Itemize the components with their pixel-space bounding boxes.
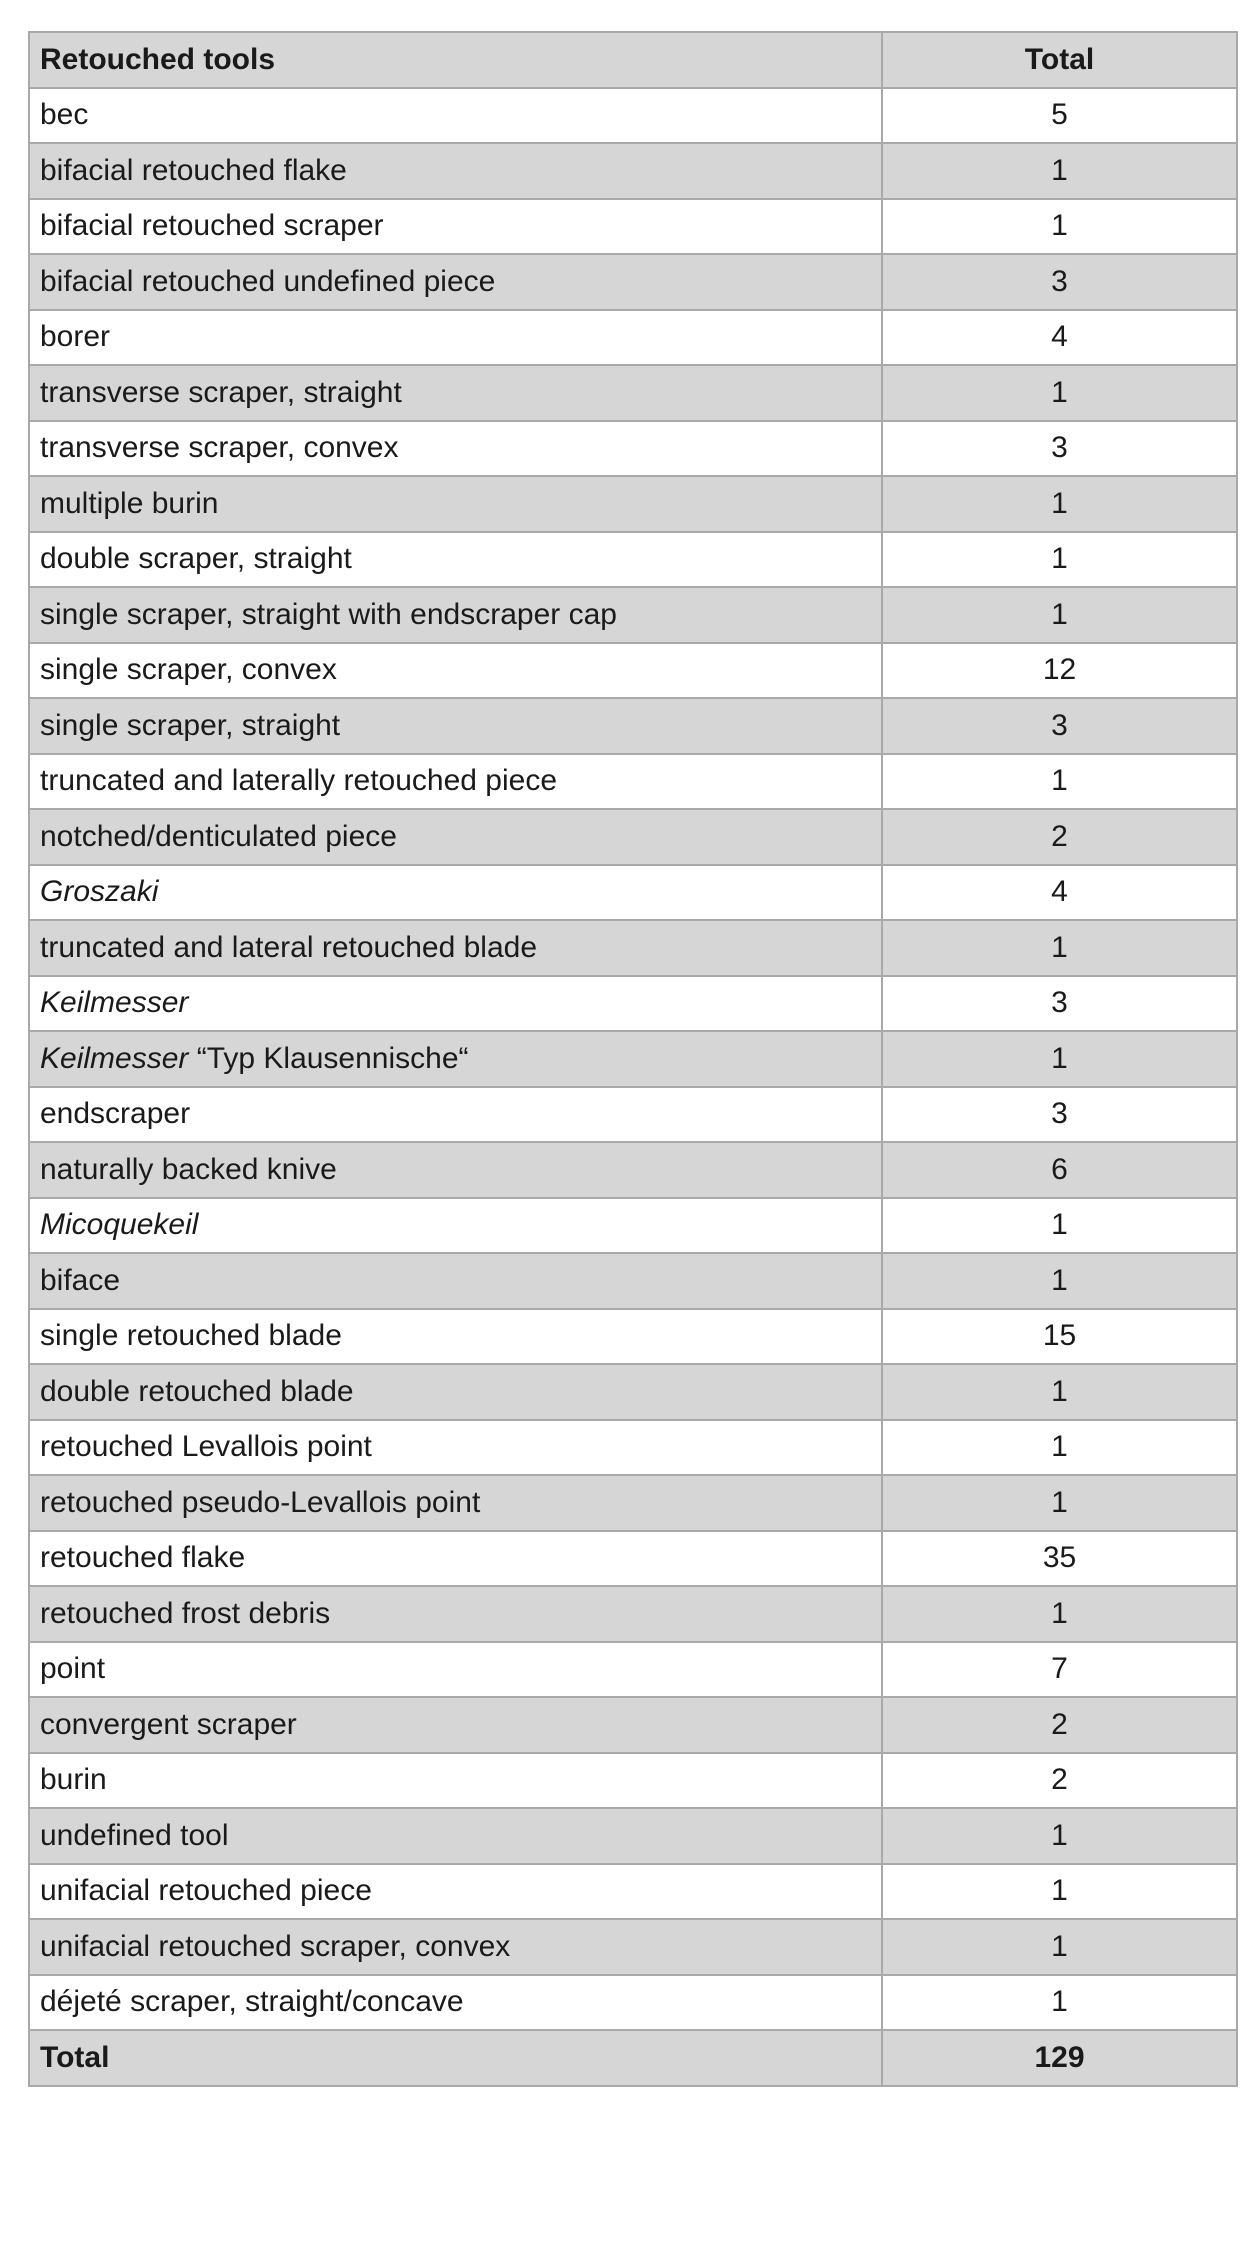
tool-name-cell	[29, 143, 882, 199]
tool-name-cell	[29, 88, 882, 144]
tool-name-cell	[29, 1975, 882, 2031]
table-row	[29, 1198, 1237, 1254]
tool-count: 1	[882, 1253, 1237, 1309]
tool-name: déjeté scraper, straight/concave	[40, 1985, 464, 2019]
tool-name-cell	[29, 865, 882, 921]
tool-count: 1	[882, 532, 1237, 588]
table-row	[29, 1531, 1237, 1587]
tool-name: bec	[40, 98, 89, 132]
table-row	[29, 1808, 1237, 1864]
tool-name-cell	[29, 1864, 882, 1920]
tool-name-cell	[29, 1364, 882, 1420]
tool-count: 1	[882, 1586, 1237, 1642]
tool-count: 1	[882, 754, 1237, 810]
tool-name-cell	[29, 1198, 882, 1254]
tool-name: retouched frost debris	[40, 1596, 331, 1630]
tool-name: burin	[40, 1763, 107, 1797]
tool-name-cell	[29, 809, 882, 865]
tool-name-cell	[29, 476, 882, 532]
retouched-tools-table	[28, 31, 1238, 2087]
tool-name-cell	[29, 1253, 882, 1309]
tool-name: multiple burin	[40, 486, 219, 520]
table-row	[29, 1087, 1237, 1143]
total-value: 129	[882, 2030, 1237, 2086]
table-row	[29, 1253, 1237, 1309]
table-row	[29, 1697, 1237, 1753]
tool-count: 1	[882, 1864, 1237, 1920]
tool-name: single scraper, convex	[40, 653, 337, 687]
tool-count: 3	[882, 421, 1237, 477]
tool-name: double retouched blade	[40, 1374, 354, 1408]
table-row	[29, 254, 1237, 310]
table-row	[29, 1919, 1237, 1975]
table-row	[29, 1475, 1237, 1531]
tool-count: 1	[882, 1919, 1237, 1975]
tool-count: 2	[882, 809, 1237, 865]
table-row	[29, 1586, 1237, 1642]
total-label: Total	[29, 2030, 882, 2086]
tool-name-cell	[29, 1642, 882, 1698]
tool-name: naturally backed knive	[40, 1152, 337, 1186]
tool-count: 12	[882, 643, 1237, 699]
tool-name: transverse scraper, convex	[40, 431, 399, 465]
tool-name-cell	[29, 1753, 882, 1809]
tool-count: 5	[882, 88, 1237, 144]
table-row	[29, 421, 1237, 477]
tool-name-cell	[29, 587, 882, 643]
tool-name: undefined tool	[40, 1818, 229, 1852]
table-row	[29, 1753, 1237, 1809]
tool-name-cell	[29, 1475, 882, 1531]
tool-name-cell	[29, 421, 882, 477]
tool-name-cell	[29, 976, 882, 1032]
tools-table-container	[28, 31, 1236, 2087]
table-row	[29, 976, 1237, 1032]
tool-name: retouched pseudo-Levallois point	[40, 1485, 481, 1519]
tool-count: 2	[882, 1697, 1237, 1753]
tool-count: 4	[882, 310, 1237, 366]
tool-name-italic: Keilmesser	[40, 1041, 189, 1075]
tool-name-cell	[29, 310, 882, 366]
tool-count: 1	[882, 199, 1237, 255]
tool-name: Keilmesser	[40, 986, 189, 1020]
table-row	[29, 1975, 1237, 2031]
tool-name: single scraper, straight with endscraper cap	[40, 597, 617, 631]
tool-name-cell	[29, 532, 882, 588]
tool-count: 1	[882, 1808, 1237, 1864]
tool-name: Groszaki	[40, 875, 159, 909]
table-row	[29, 809, 1237, 865]
tool-name: endscraper	[40, 1097, 191, 1131]
tool-name-cell	[29, 1142, 882, 1198]
tool-count: 7	[882, 1642, 1237, 1698]
tool-name: point	[40, 1652, 106, 1686]
tool-name-cell	[29, 1919, 882, 1975]
table-row	[29, 88, 1237, 144]
tool-count: 1	[882, 143, 1237, 199]
tool-name-cell	[29, 754, 882, 810]
table-row	[29, 1031, 1237, 1087]
tool-name: Micoquekeil	[40, 1208, 199, 1242]
tool-name: transverse scraper, straight	[40, 375, 402, 409]
tool-name: notched/denticulated piece	[40, 819, 397, 853]
table-row	[29, 587, 1237, 643]
tool-name-cell	[29, 643, 882, 699]
tool-name-cell	[29, 199, 882, 255]
tool-count: 3	[882, 976, 1237, 1032]
table-row	[29, 365, 1237, 421]
tool-count: 1	[882, 476, 1237, 532]
tool-name-cell	[29, 920, 882, 976]
table-row	[29, 143, 1237, 199]
tool-name-cell	[29, 1808, 882, 1864]
tool-name: biface	[40, 1263, 121, 1297]
tool-name-cell	[29, 254, 882, 310]
tool-count: 1	[882, 1975, 1237, 2031]
table-row	[29, 920, 1237, 976]
table-row	[29, 1864, 1237, 1920]
tool-count: 35	[882, 1531, 1237, 1587]
table-row	[29, 1420, 1237, 1476]
tool-count: 6	[882, 1142, 1237, 1198]
tool-name-cell	[29, 1531, 882, 1587]
tool-count: 1	[882, 1031, 1237, 1087]
tool-count: 2	[882, 1753, 1237, 1809]
tool-name-cell	[29, 1586, 882, 1642]
tool-name: bifacial retouched undefined piece	[40, 264, 496, 298]
tool-name: retouched flake	[40, 1541, 246, 1575]
tool-name: convergent scraper	[40, 1707, 297, 1741]
tool-count: 1	[882, 1198, 1237, 1254]
tool-count: 3	[882, 698, 1237, 754]
tool-name: single scraper, straight	[40, 708, 341, 742]
tool-name: borer	[40, 320, 111, 354]
table-header-row	[29, 32, 1237, 88]
table-row	[29, 310, 1237, 366]
tool-name: bifacial retouched flake	[40, 153, 347, 187]
tool-name: truncated and laterally retouched piece	[40, 764, 558, 798]
tool-name: retouched Levallois point	[40, 1430, 372, 1464]
tool-name-rest: “Typ Klausennische“	[188, 1041, 469, 1075]
tool-name-cell	[29, 1031, 882, 1087]
tool-name: truncated and lateral retouched blade	[40, 930, 538, 964]
table-row	[29, 643, 1237, 699]
tool-count: 4	[882, 865, 1237, 921]
table-row	[29, 1364, 1237, 1420]
tool-count: 1	[882, 587, 1237, 643]
tool-count: 1	[882, 1475, 1237, 1531]
tool-name-cell	[29, 698, 882, 754]
tool-name: single retouched blade	[40, 1319, 342, 1353]
tool-name: unifacial retouched piece	[40, 1874, 372, 1908]
total-row	[29, 2030, 1237, 2086]
tool-count: 3	[882, 1087, 1237, 1143]
tool-name-cell	[29, 1309, 882, 1365]
tool-name-cell	[29, 365, 882, 421]
tool-count: 3	[882, 254, 1237, 310]
tool-count: 1	[882, 1420, 1237, 1476]
tool-name: bifacial retouched scraper	[40, 209, 384, 243]
table-row	[29, 1642, 1237, 1698]
header-total: Total	[882, 32, 1237, 88]
table-body	[29, 88, 1237, 2031]
tool-count: 15	[882, 1309, 1237, 1365]
table-row	[29, 476, 1237, 532]
tool-name-cell	[29, 1697, 882, 1753]
tool-name-cell	[29, 1420, 882, 1476]
tool-count: 1	[882, 1364, 1237, 1420]
table-row	[29, 754, 1237, 810]
table-row	[29, 1142, 1237, 1198]
tool-count: 1	[882, 365, 1237, 421]
table-row	[29, 532, 1237, 588]
tool-name: double scraper, straight	[40, 542, 352, 576]
tool-name-cell	[29, 1087, 882, 1143]
table-row	[29, 698, 1237, 754]
tool-name: unifacial retouched scraper, convex	[40, 1929, 511, 1963]
table-row	[29, 199, 1237, 255]
table-row	[29, 865, 1237, 921]
tool-count: 1	[882, 920, 1237, 976]
table-row	[29, 1309, 1237, 1365]
header-retouched-tools: Retouched tools	[29, 32, 882, 88]
